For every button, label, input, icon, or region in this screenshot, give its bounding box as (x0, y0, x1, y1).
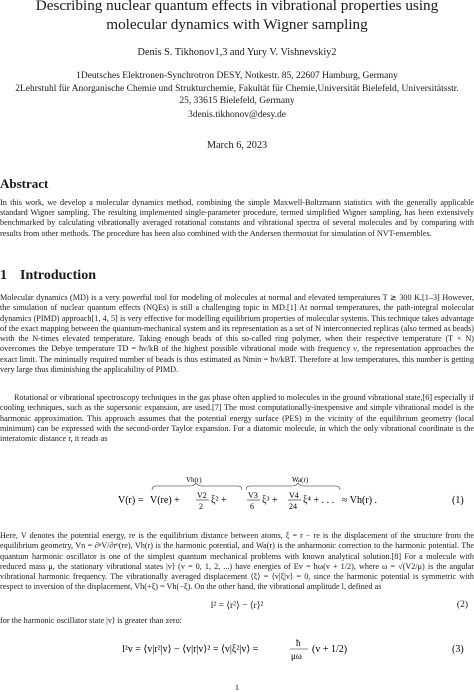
eq1-term-b-tail: ξ² + (211, 495, 227, 506)
eq3-frac-den: μω (291, 651, 302, 661)
eq1-vh-label: Vh(r) (186, 476, 202, 484)
introduction-heading (0, 268, 96, 284)
section-title: Introduction (20, 268, 96, 283)
affiliation-1: 1Deutsches Elektronen-Synchrotron DESY, Notkestr. 85, 22607 Hamburg, Germany (76, 71, 398, 81)
eq3-lhs: l²v = ⟨v|r²|v⟩ − ⟨v|r|v⟩² = ⟨v|ξ²|v⟩ = (122, 644, 259, 655)
eq1-lhs: V(r) = (118, 495, 144, 506)
equation-3-graphic (0, 634, 474, 664)
eq3-number: (3) (452, 644, 464, 655)
eq3-paren: (v + 1/2) (312, 644, 348, 655)
eq2-number: (2) (456, 600, 468, 610)
eq1-term-c-num: V3 (248, 491, 258, 500)
equation-3 (0, 634, 474, 664)
authors: Denis S. Tikhonov1,3 and Yury V. Vishnevskiy2 (137, 47, 337, 58)
eq1-term-d-den: 24 (289, 502, 297, 511)
eq1-term-c-den: 6 (250, 502, 254, 511)
intro-paragraph-2: Rotational or vibrational spectroscopy techniques in the gas phase often applied to molecules in the ground vibrational state,[6] especially if cooling techniques, such as the supersonic expansion, are used.[7] The most computationally-inexpensive and simple vibrational model is the harmonic approximation. This approach assumes that the potential energy surface (PES) in the vicinity of the equilibrium geometry (local minimum) can be expressed with the second-order Taylor expansion. For a diatomic molecule, in which the only vibrational coordinate is the interatomic distance r, it reads as (0, 393, 474, 443)
abstract-heading: Abstract (0, 176, 49, 191)
eq1-number: (1) (452, 495, 464, 506)
page-number: 1 (234, 682, 240, 692)
equation-1-graphic (0, 473, 474, 523)
eq1-term-c-tail: ξ³ + (262, 495, 278, 506)
eq1-term-d-num: V4 (289, 491, 299, 500)
affiliation-2: 2Lehrstuhl für Anorganische Chemie und Strukturchemie, Fakultät für Chemie,Universität Bielefeld, Universitätsstr. 25, 33615 Bielefeld, Germany (15, 84, 459, 107)
abstract-text: In this work, we develop a molecular dynamics method, combining the simple Maxwell-Boltzmann statistics with the generally applicable standard Wigner sampling. The resulting implemented single-parameter procedure, termed simplified Wigner sampling, has been extensively benchmarked by calculating vibrationally averaged rotational constants and vibrational spectra of several molecules and by comparing with results from other methods. The procedure has been also combined with the Andersen thermostat for simulation of NVT-ensembles. (0, 198, 474, 238)
eq3-frac-num: ħ (296, 638, 301, 648)
eq1-term-a: V(re) + (150, 495, 180, 506)
title-line-1: Describing nuclear quantum effects in vibrational properties using (35, 0, 439, 14)
paper-title (20, 0, 454, 34)
eq1-wa-label: Wa(r) (292, 476, 309, 484)
eq1-term-b-num: V2 (197, 491, 207, 500)
intro-paragraph-4: for the harmonic oscillator state |v⟩ is greater than zero: (0, 616, 182, 625)
equation-1 (0, 473, 474, 523)
eq1-term-b-den: 2 (199, 502, 203, 511)
eq1-rhs: ≈ Vh(r) . (342, 495, 378, 506)
paper-date: March 6, 2023 (206, 140, 268, 151)
intro-paragraph-1: Molecular dynamics (MD) is a very powerful tool for modeling of molecules at normal and elevated temperatures T ≳ 300 K.[1–3] However, the simulation of nuclear quantum effects (NQEs) is still a challenging topic in MD.[1] At normal temperatures, the path-integral molecular dynamics (PIMD) approach[1, 4, 5] is very effective for modelling equilibrium properties of molecular systems. This technique takes advantage of the exact mapping between the quantum-mechanical system and its representation as a set of N interconnected replicas (also termed as beads) with the N-times elevated temperature. Taking enough beads of this so-called ring polymer, when their respective temperature (T × N) overcomes the Debye temperature TD = ħν/kB of the highest possible vibrational mode with frequency ν, the representation approaches the exact limit. The minimally required number of beads is thus estimated as Nmin = ħν/kBT. Therefore at low temperatures, this number is getting very large thus diminishing the applicability of PIMD. (0, 293, 474, 374)
eq1-wa-brace (246, 483, 340, 490)
equation-2 (0, 600, 474, 614)
eq1-term-d-tail: ξ⁴ + . . . (303, 495, 335, 506)
section-number: 1 (0, 268, 7, 283)
intro-paragraph-3: Here, V denotes the potential energy, re is the equilibrium distance between atoms, ξ = r − re is the displacement of the structure from the equilibrium geometry, Vn = ∂ⁿV/∂rⁿ(re), Vh(r) is the harmonic potential, and Wa(r) is the anharmonic correction to the harmonic potential. The quantum harmonic oscillator is one of the simplest quantum mechanical problems with known analytical solution.[8] For a molecule with reduced mass μ, the stationary vibrational states |v⟩ (v = 0, 1, 2, ...) have energies of Ev = ħω(v + 1/2), where ω = √(V2/μ) is the angular vibrational harmonic frequency. The vibrationally averaged displacement ⟨ξ⟩ = ⟨v|ξ|v⟩ = 0, since the harmonic potential is symmetric with respect to inversion of the displacement, Vh(+ξ) = Vh(−ξ). On the other hand, the vibrational amplitude l, defined as (0, 531, 474, 592)
title-line-2: molecular dynamics with Wigner sampling (106, 16, 368, 33)
eq1-vh-brace (152, 483, 242, 490)
email-link[interactable]: 3denis.tikhonov@desy.de (188, 110, 286, 120)
eq2-body: l² = ⟨r²⟩ − ⟨r⟩² (210, 601, 264, 611)
